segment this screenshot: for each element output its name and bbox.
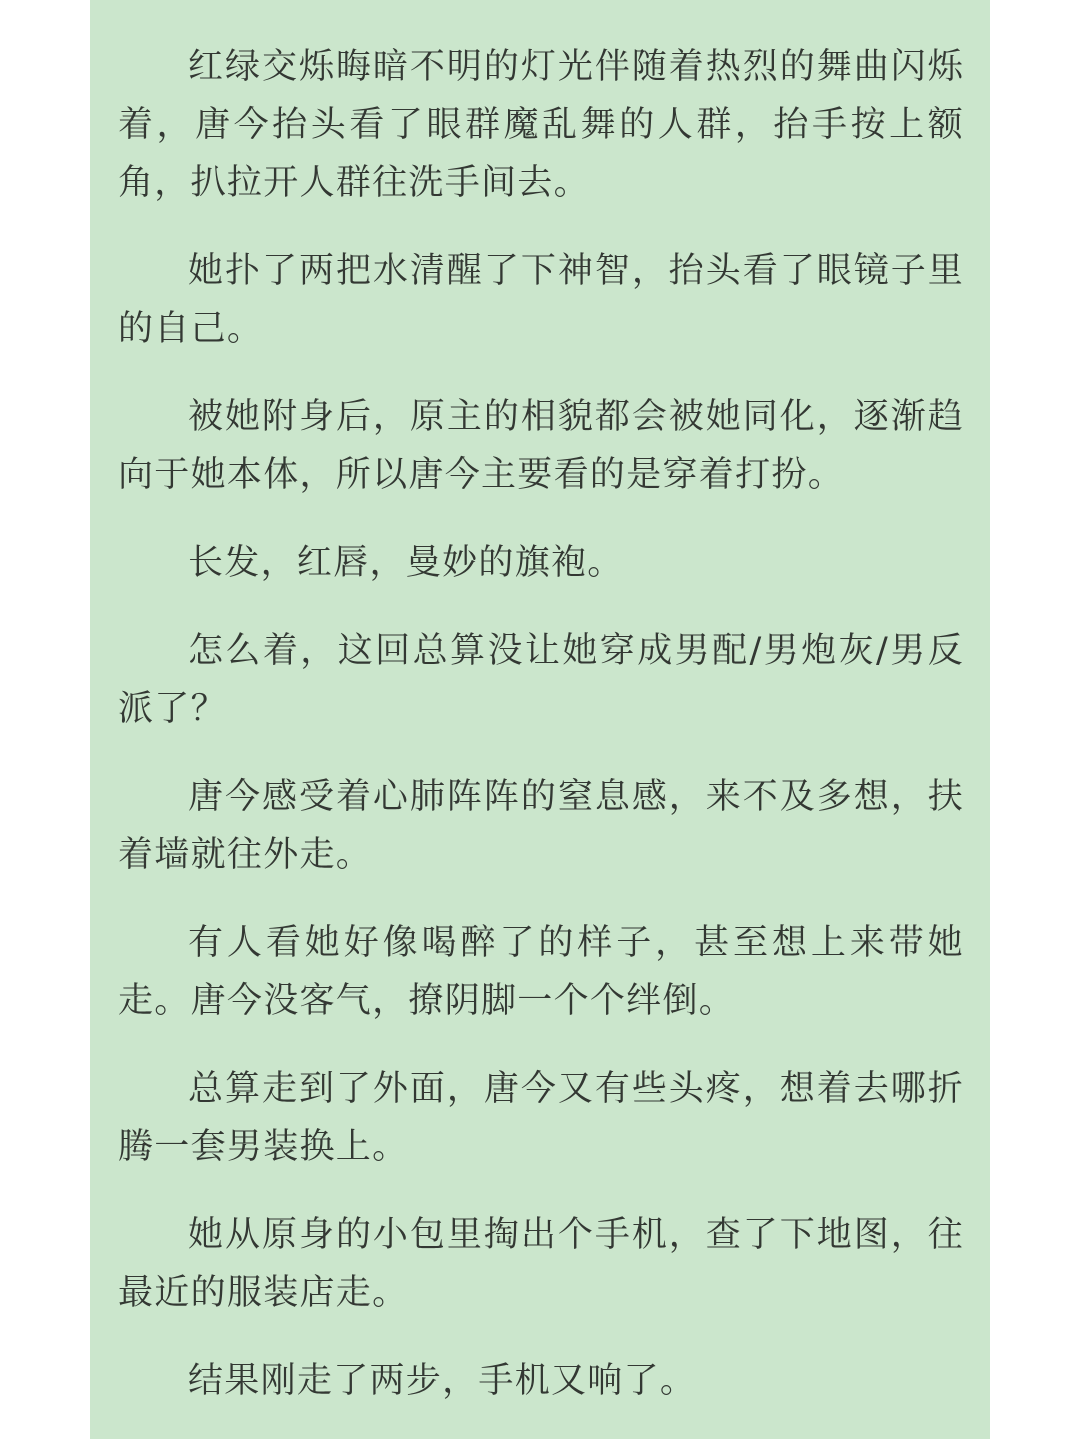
paragraph: 唐今感受着心肺阵阵的窒息感，来不及多想，扶着墙就往外走。 (118, 777, 964, 875)
paragraph: 被她附身后，原主的相貌都会被她同化，逐渐趋向于她本体，所以唐今主要看的是穿着打扮。 (118, 397, 964, 495)
paragraph: 红绿交烁晦暗不明的灯光伴随着热烈的舞曲闪烁着，唐今抬头看了眼群魔乱舞的人群，抬手按上额角，扒拉开人群往洗手间去。 (118, 47, 964, 203)
paragraph: 长发，红唇，曼妙的旗袍。 (188, 543, 624, 583)
paragraph: 她从原身的小包里掏出个手机，查了下地图，往最近的服装店走。 (118, 1215, 964, 1313)
reading-page (90, 0, 990, 1439)
paragraph: 有人看她好像喝醉了的样子，甚至想上来带她走。唐今没客气，撩阴脚一个个绊倒。 (118, 923, 964, 1021)
article-body (118, 38, 964, 1439)
paragraph: 总算走到了外面，唐今又有些头疼，想着去哪折腾一套男装换上。 (118, 1069, 964, 1167)
paragraph: 结果刚走了两步，手机又响了。 (188, 1361, 697, 1401)
paragraph: 她扑了两把水清醒了下神智，抬头看了眼镜子里的自己。 (118, 251, 964, 349)
paragraph: 怎么着，这回总算没让她穿成男配/男炮灰/男反派了？ (118, 631, 964, 729)
